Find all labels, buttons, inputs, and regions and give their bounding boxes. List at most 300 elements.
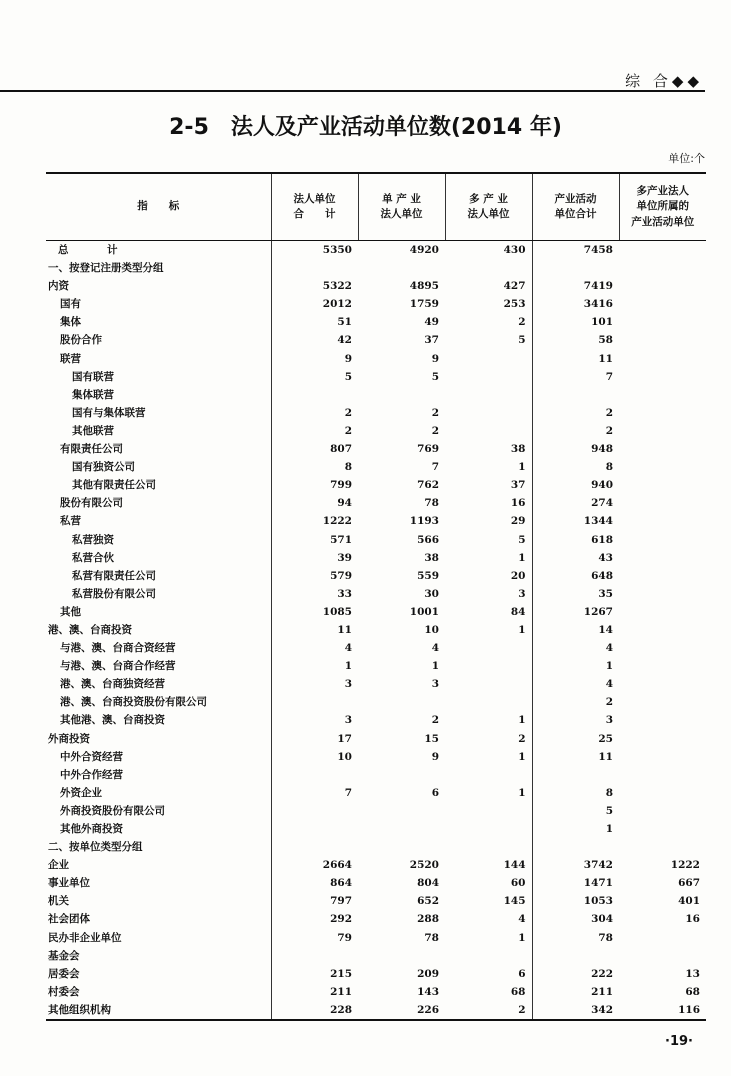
- cell-value: [619, 657, 706, 675]
- row-label: 内资: [48, 280, 69, 293]
- cell-value: 5: [271, 368, 358, 386]
- cell-value: 2: [518, 732, 526, 745]
- row-label: 其他联营: [72, 424, 114, 437]
- cell-value: 8: [532, 458, 619, 476]
- cell-value: 304: [532, 910, 619, 928]
- row-label: 总 计: [58, 244, 132, 256]
- section-header: [0, 70, 705, 92]
- cell-value: 9: [271, 350, 358, 368]
- cell-value: 11: [271, 621, 358, 639]
- table-row: [46, 603, 706, 621]
- cell-value: [619, 386, 706, 404]
- table-row: [46, 621, 706, 639]
- cell-value: [619, 585, 706, 603]
- cell-value: [619, 476, 706, 494]
- cell-value: 2: [431, 714, 439, 727]
- cell-value: 3: [431, 678, 439, 691]
- cell-value: 7419: [532, 277, 619, 295]
- table-row: [46, 838, 706, 856]
- cell-value: 5: [518, 533, 526, 546]
- table-row: [46, 259, 706, 277]
- cell-value: 39: [271, 549, 358, 567]
- cell-value: [532, 838, 619, 856]
- row-label: 事业单位: [48, 877, 90, 890]
- cell-value: 42: [271, 331, 358, 349]
- cell-value: 3416: [532, 295, 619, 313]
- column-header: 法人单位 合 计: [271, 173, 358, 241]
- row-label: 集体: [60, 316, 81, 329]
- cell-value: 222: [532, 965, 619, 983]
- cell-value: 11: [532, 350, 619, 368]
- cell-value: 559: [417, 569, 439, 582]
- cell-value: 11: [532, 748, 619, 766]
- cell-value: [445, 386, 532, 404]
- cell-value: 571: [271, 531, 358, 549]
- cell-value: 2: [271, 404, 358, 422]
- cell-value: 2: [445, 1001, 532, 1020]
- cell-value: [619, 313, 706, 331]
- row-label: 民办非企业单位: [48, 931, 122, 944]
- table-row: [46, 820, 706, 838]
- column-header: 单 产 业 法人单位: [358, 173, 445, 241]
- row-label: 其他组织机构: [46, 1001, 271, 1020]
- cell-value: 1193: [409, 515, 439, 528]
- page-number: ·19·: [665, 1034, 693, 1049]
- row-label: 外商投资: [48, 732, 90, 745]
- cell-value: 940: [532, 476, 619, 494]
- cell-value: 2: [532, 404, 619, 422]
- cell-value: [619, 784, 706, 802]
- row-label: 社会团体: [48, 913, 90, 926]
- cell-value: 94: [271, 494, 358, 512]
- row-label: 港、澳、台商独资经营: [60, 678, 165, 691]
- row-label: 港、澳、台商投资股份有限公司: [60, 696, 207, 709]
- cell-value: 3: [532, 711, 619, 729]
- table-row: [46, 494, 706, 512]
- table-row: [46, 531, 706, 549]
- cell-value: [445, 693, 532, 711]
- table-row: [46, 693, 706, 711]
- cell-value: 804: [417, 877, 439, 890]
- cell-value: 144: [503, 859, 526, 872]
- cell-value: 228: [271, 1001, 358, 1020]
- table-row: [46, 440, 706, 458]
- cell-value: 2: [532, 693, 619, 711]
- cell-value: [271, 820, 358, 838]
- cell-value: 7458: [532, 241, 619, 260]
- row-label: 基金会: [48, 949, 80, 962]
- cell-value: [358, 766, 445, 784]
- cell-value: [271, 947, 358, 965]
- cell-value: 7: [532, 368, 619, 386]
- cell-value: 13: [685, 967, 700, 980]
- row-label: 其他有限责任公司: [72, 479, 156, 492]
- row-label: 与港、澳、台商合资经营: [60, 642, 176, 655]
- cell-value: 1053: [532, 892, 619, 910]
- table-row: [46, 476, 706, 494]
- row-label: 股份合作: [60, 334, 102, 347]
- cell-value: [619, 748, 706, 766]
- cell-value: [619, 350, 706, 368]
- cell-value: 292: [271, 910, 358, 928]
- cell-value: 143: [417, 985, 439, 998]
- cell-value: 253: [503, 298, 526, 311]
- cell-value: 16: [685, 913, 700, 926]
- cell-value: 2520: [409, 859, 439, 872]
- cell-value: 68: [685, 985, 700, 998]
- table-row: [46, 422, 706, 440]
- cell-value: [445, 838, 532, 856]
- row-label: 国有独资公司: [72, 461, 135, 474]
- cell-value: [619, 512, 706, 530]
- row-label: 国有: [60, 298, 81, 311]
- cell-value: 288: [417, 913, 439, 926]
- cell-value: 430: [503, 244, 526, 256]
- cell-value: [619, 675, 706, 693]
- cell-value: [532, 259, 619, 277]
- cell-value: 1: [271, 657, 358, 675]
- cell-value: [445, 766, 532, 784]
- cell-value: [619, 947, 706, 965]
- cell-value: 51: [271, 313, 358, 331]
- cell-value: 211: [532, 983, 619, 1001]
- cell-value: [445, 422, 532, 440]
- cell-value: 10: [271, 748, 358, 766]
- cell-value: 7: [271, 784, 358, 802]
- cell-value: [445, 802, 532, 820]
- cell-value: [358, 820, 445, 838]
- table-row: [46, 675, 706, 693]
- cell-value: [619, 766, 706, 784]
- cell-value: [271, 386, 358, 404]
- row-label: 其他外商投资: [60, 823, 123, 835]
- cell-value: 17: [271, 730, 358, 748]
- cell-value: 1: [532, 820, 619, 838]
- row-label: 股份有限公司: [60, 497, 123, 510]
- cell-value: [619, 693, 706, 711]
- cell-value: [619, 331, 706, 349]
- cell-value: [532, 766, 619, 784]
- cell-value: [619, 820, 706, 838]
- table-row: [46, 730, 706, 748]
- column-header: 多产业法人 单位所属的 产业活动单位: [619, 173, 706, 241]
- row-label: 村委会: [48, 985, 80, 998]
- row-label: 中外合资经营: [60, 750, 123, 763]
- cell-value: 6: [431, 786, 439, 799]
- cell-value: 1267: [532, 603, 619, 621]
- cell-value: 1: [518, 786, 526, 799]
- row-label: 私营: [60, 515, 81, 528]
- cell-value: 797: [271, 892, 358, 910]
- cell-value: 948: [532, 440, 619, 458]
- cell-value: 20: [510, 569, 526, 582]
- row-label: 二、按单位类型分组: [48, 841, 143, 854]
- column-header: 产业活动 单位合计: [532, 173, 619, 241]
- cell-value: 2: [431, 406, 439, 419]
- row-label: 中外合作经营: [60, 768, 123, 781]
- cell-value: [445, 947, 532, 965]
- cell-value: 211: [271, 983, 358, 1001]
- cell-value: [358, 386, 445, 404]
- cell-value: 33: [271, 585, 358, 603]
- table-row: [46, 331, 706, 349]
- cell-value: 4895: [409, 280, 439, 293]
- cell-value: [532, 947, 619, 965]
- cell-value: [445, 259, 532, 277]
- cell-value: [619, 241, 706, 260]
- cell-value: 1001: [409, 605, 439, 618]
- cell-value: 84: [510, 605, 526, 618]
- cell-value: [445, 657, 532, 675]
- table-row: [46, 458, 706, 476]
- row-label: 一、按登记注册类型分组: [48, 262, 164, 275]
- table-row: [46, 983, 706, 1001]
- row-label: 集体联营: [72, 388, 114, 401]
- table-row: [46, 404, 706, 422]
- unit-label: 单位:个: [668, 152, 705, 165]
- cell-value: [445, 368, 532, 386]
- cell-value: [619, 422, 706, 440]
- cell-value: [619, 603, 706, 621]
- column-header: 多 产 业 法人单位: [445, 173, 532, 241]
- cell-value: 566: [417, 533, 439, 546]
- cell-value: 1: [518, 931, 526, 944]
- cell-value: 1: [431, 660, 439, 673]
- cell-value: 60: [510, 877, 526, 890]
- cell-value: 5: [431, 370, 439, 383]
- table-row: [46, 567, 706, 585]
- table-row: [46, 802, 706, 820]
- table-row: [46, 241, 706, 260]
- cell-value: 1: [518, 623, 526, 636]
- cell-value: [445, 404, 532, 422]
- cell-value: 3: [518, 587, 526, 600]
- table-row: [46, 766, 706, 784]
- cell-value: [358, 802, 445, 820]
- cell-value: [445, 675, 532, 693]
- data-table: [46, 172, 706, 1021]
- table-row: [46, 657, 706, 675]
- cell-value: 68: [510, 985, 526, 998]
- cell-value: 4: [532, 639, 619, 657]
- cell-value: 1759: [409, 298, 439, 311]
- cell-value: [271, 766, 358, 784]
- cell-value: 4: [518, 913, 526, 926]
- table-row: [46, 277, 706, 295]
- cell-value: 4: [532, 675, 619, 693]
- section-rule: [0, 90, 705, 92]
- cell-value: [619, 929, 706, 947]
- cell-value: 3: [271, 675, 358, 693]
- cell-value: 2664: [271, 856, 358, 874]
- cell-value: 807: [271, 440, 358, 458]
- row-label: 私营股份有限公司: [72, 587, 156, 600]
- table-row: [46, 947, 706, 965]
- cell-value: 16: [510, 497, 526, 510]
- cell-value: 4: [271, 639, 358, 657]
- cell-value: [619, 639, 706, 657]
- table-row: [46, 784, 706, 802]
- cell-value: 1: [518, 750, 526, 763]
- cell-value: [619, 567, 706, 585]
- cell-value: 799: [271, 476, 358, 494]
- cell-value: 58: [532, 331, 619, 349]
- table-row: [46, 711, 706, 729]
- cell-value: [358, 693, 445, 711]
- table-row: [46, 892, 706, 910]
- row-label: 联营: [60, 352, 81, 365]
- cell-value: 10: [424, 623, 439, 636]
- table-row: [46, 295, 706, 313]
- cell-value: 37: [424, 334, 439, 347]
- table-row: [46, 368, 706, 386]
- row-label: 与港、澳、台商合作经营: [60, 660, 176, 673]
- cell-value: 15: [424, 732, 439, 745]
- table-row: [46, 512, 706, 530]
- cell-value: 78: [424, 497, 439, 510]
- row-label: 国有联营: [72, 370, 114, 383]
- cell-value: [619, 277, 706, 295]
- cell-value: 401: [678, 895, 700, 908]
- cell-value: 1222: [670, 859, 700, 872]
- cell-value: 37: [510, 479, 526, 492]
- cell-value: [445, 820, 532, 838]
- table-row: [46, 856, 706, 874]
- table-row: [46, 639, 706, 657]
- cell-value: 648: [532, 567, 619, 585]
- cell-value: 5: [518, 334, 526, 347]
- cell-value: [271, 838, 358, 856]
- cell-value: 145: [503, 895, 526, 908]
- cell-value: [358, 838, 445, 856]
- cell-value: [619, 295, 706, 313]
- cell-value: [619, 531, 706, 549]
- cell-value: 769: [417, 443, 439, 456]
- cell-value: [619, 802, 706, 820]
- cell-value: 652: [417, 895, 439, 908]
- row-label: 有限责任公司: [60, 443, 123, 456]
- cell-value: 215: [271, 965, 358, 983]
- cell-value: [619, 259, 706, 277]
- table-row: [46, 549, 706, 567]
- cell-value: 1: [518, 551, 526, 564]
- cell-value: 2: [532, 422, 619, 440]
- cell-value: [619, 368, 706, 386]
- cell-value: [619, 730, 706, 748]
- cell-value: 43: [532, 549, 619, 567]
- cell-value: [619, 711, 706, 729]
- cell-value: 79: [271, 929, 358, 947]
- row-label: 私营独资: [72, 533, 114, 546]
- cell-value: 78: [532, 929, 619, 947]
- cell-value: [619, 440, 706, 458]
- cell-value: 1344: [532, 512, 619, 530]
- table-row: [46, 965, 706, 983]
- cell-value: [445, 350, 532, 368]
- cell-value: [619, 494, 706, 512]
- table-header-row: [46, 173, 706, 241]
- table-row: [46, 910, 706, 928]
- cell-value: 1471: [532, 874, 619, 892]
- row-label: 居委会: [48, 967, 80, 980]
- cell-value: 78: [424, 931, 439, 944]
- cell-value: 2: [518, 316, 526, 329]
- row-label: 港、澳、台商投资: [48, 623, 132, 636]
- cell-value: [358, 259, 445, 277]
- cell-value: 5322: [271, 277, 358, 295]
- cell-value: [271, 259, 358, 277]
- table-row: [46, 874, 706, 892]
- cell-value: 274: [532, 494, 619, 512]
- cell-value: 2012: [271, 295, 358, 313]
- page-title: 2-5 法人及产业活动单位数(2014 年): [169, 115, 562, 140]
- cell-value: [445, 639, 532, 657]
- row-label: 国有与集体联营: [72, 406, 146, 419]
- cell-value: 1222: [271, 512, 358, 530]
- section-label: 综 合◆◆: [625, 72, 703, 90]
- row-label: 机关: [48, 895, 69, 908]
- table-row: [46, 313, 706, 331]
- cell-value: 2: [271, 422, 358, 440]
- cell-value: [619, 549, 706, 567]
- cell-value: [271, 802, 358, 820]
- cell-value: 1: [518, 461, 526, 474]
- cell-value: 2: [431, 424, 439, 437]
- cell-value: 25: [532, 730, 619, 748]
- table-row: [46, 350, 706, 368]
- cell-value: 209: [417, 967, 439, 980]
- cell-value: 3: [271, 711, 358, 729]
- cell-value: 4920: [409, 244, 439, 256]
- cell-value: 9: [431, 352, 439, 365]
- cell-value: 427: [503, 280, 526, 293]
- cell-value: 101: [532, 313, 619, 331]
- row-label: 外商投资股份有限公司: [60, 804, 165, 817]
- cell-value: 342: [532, 1001, 619, 1020]
- cell-value: [358, 947, 445, 965]
- cell-value: 226: [358, 1001, 445, 1020]
- cell-value: 6: [518, 967, 526, 980]
- cell-value: [619, 838, 706, 856]
- row-label: 私营合伙: [72, 551, 114, 564]
- cell-value: [619, 404, 706, 422]
- cell-value: 14: [532, 621, 619, 639]
- cell-value: 1: [518, 714, 526, 727]
- table-row: [46, 585, 706, 603]
- cell-value: 9: [431, 750, 439, 763]
- cell-value: 5: [532, 802, 619, 820]
- row-label: 私营有限责任公司: [72, 569, 156, 582]
- cell-value: 7: [431, 461, 439, 474]
- cell-value: 8: [532, 784, 619, 802]
- table-row: [46, 386, 706, 404]
- cell-value: 4: [431, 642, 439, 655]
- cell-value: 864: [271, 874, 358, 892]
- cell-value: [619, 458, 706, 476]
- cell-value: 1: [532, 657, 619, 675]
- cell-value: [532, 386, 619, 404]
- cell-value: 116: [619, 1001, 706, 1020]
- cell-value: 579: [271, 567, 358, 585]
- table-row: [46, 748, 706, 766]
- table-row: [46, 929, 706, 947]
- row-label: 其他港、澳、台商投资: [60, 714, 165, 727]
- cell-value: [271, 693, 358, 711]
- row-label: 企业: [48, 859, 69, 872]
- cell-value: 38: [510, 443, 526, 456]
- cell-value: 30: [424, 587, 439, 600]
- cell-value: 762: [417, 479, 439, 492]
